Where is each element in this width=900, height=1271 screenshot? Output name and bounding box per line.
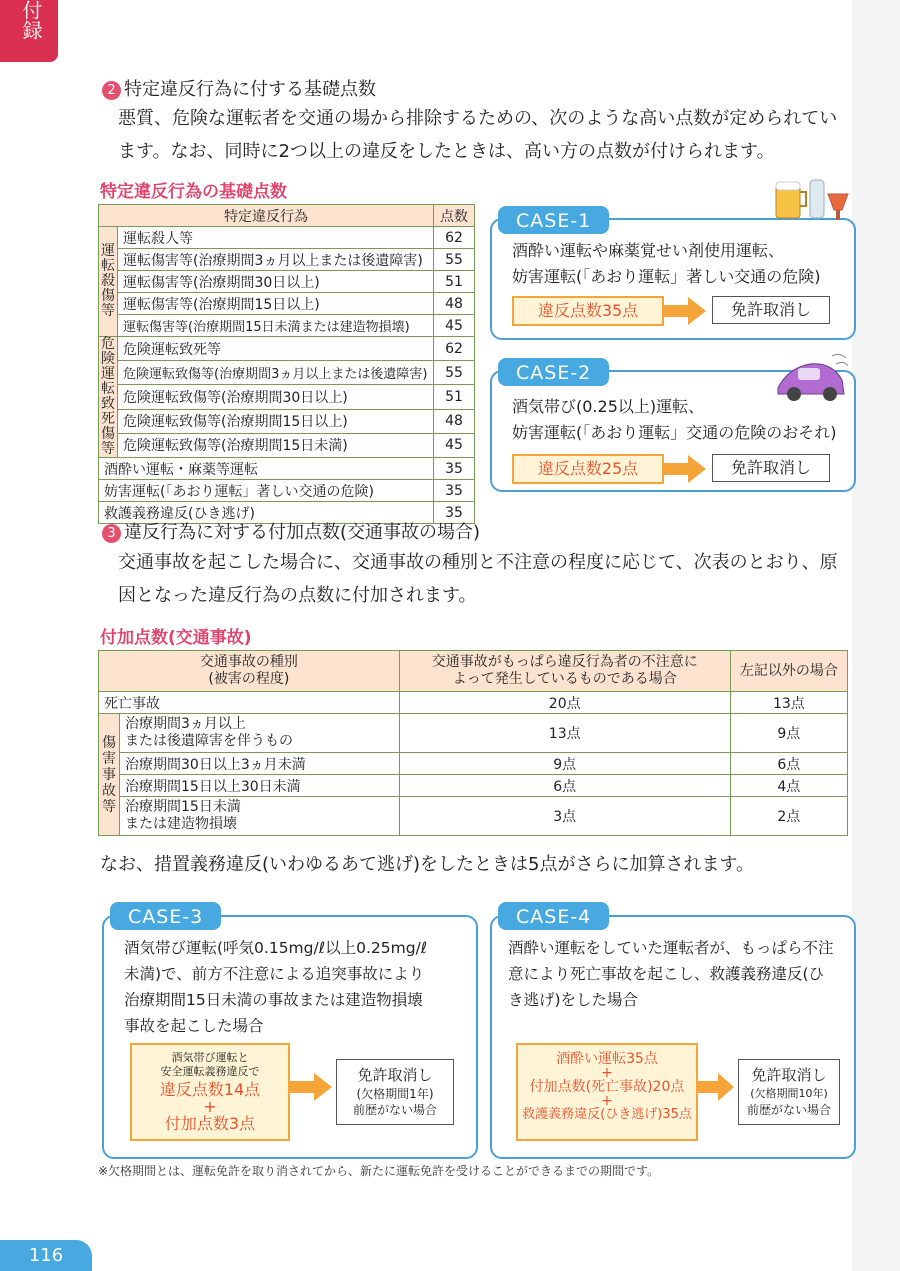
drinks-icon: [772, 172, 854, 224]
footnote: ※欠格期間とは、運転免許を取り消されてから、新たに運転免許を受けることができるまでの期間です。: [98, 1164, 660, 1178]
case-3-result: 免許取消し (欠格期間1年) 前歴がない場合: [336, 1059, 454, 1125]
case-1-result: 免許取消し: [712, 296, 830, 324]
table2-title: 付加点数(交通事故): [100, 628, 252, 648]
right-arrow-icon: [664, 297, 708, 325]
section-2-body: 悪質、危険な運転者を交通の場から排除するための、次のような高い点数が定められてい ます。なお、同時に2つ以上の違反をしたときは、高い方の点数が付けられます。: [118, 108, 838, 162]
group-label-driving: 運転殺傷等: [99, 227, 118, 337]
section-3-body: 交通事故を起こした場合に、交通事故の種別と不注意の程度に応じて、次表のとおり、原 因となった違反行為の点数に付加されます。: [118, 552, 838, 606]
case-2-result: 免許取消し: [712, 454, 830, 482]
case-2-box: 酒気帯び(0.25以上)運転、 妨害運転(「あおり運転」交通の危険のおそれ) 違反点数25点 免許取消し: [490, 370, 856, 492]
appendix-tab: 付録: [0, 0, 58, 62]
right-arrow-icon: [664, 455, 708, 483]
case-1-tag: CASE-1: [498, 206, 609, 234]
additional-points-table: 交通事故の種別 (被害の程度) 交通事故がもっぱら違反行為者の不注意に よって発生しているものである場合 左記以外の場合 死亡事故 20点 13点 傷害事故等 治療期間3ヵ月以上 または後遺障害を伴うもの 13点 9点 治療期間30日以上3ヵ月未満 9点 6点 治療期間15日以上30日未満 6点 4点 治療期間15日未満 または建造物損壊 3点 2点: [98, 650, 848, 836]
page-number: 116: [0, 1240, 92, 1271]
case-1-box: 酒酔い運転や麻薬覚せい剤使用運転、 妨害運転(「あおり運転」著しい交通の危険) 違反点数35点 免許取消し: [490, 218, 856, 340]
case-3-box: 酒気帯び運転(呼気0.15mg/ℓ以上0.25mg/ℓ 未満)で、前方不注意による追突事故により 治療期間15日未満の事故または建造物損壊 事故を起こした場合 酒気帯び運転と 安全運転義務違反で 違反点数14点 + 付加点数3点 免許取消し (欠格期間1年) 前歴がない場合: [102, 915, 478, 1159]
case-4-points: 酒酔い運転35点 + 付加点数(死亡事故)20点 + 救護義務違反(ひき逃げ)35点: [516, 1043, 698, 1141]
case-4-box: 酒酔い運転をしていた運転者が、もっぱら不注 意により死亡事故を起こし、救護義務違反(ひ き逃げ)をした場合 酒酔い運転35点 + 付加点数(死亡事故)20点 + 救護義務違反(ひき逃げ)35点 免許取消し (欠格期間10年) 前歴がない場合: [490, 915, 856, 1159]
basic-points-table: 特定違反行為 点数 運転殺傷等 運転殺人等 62 運転傷害等(治療期間3ヵ月以上または後遺障害) 55 運転傷害等(治療期間30日以上) 51 運転傷害等(治療期間15日以上) 48 運転傷害等(治療期間15日未満または建造物損壊) 45 危険運転致死傷等 危険運転致死等 62 危険運転致傷等(治療期間3ヵ月以上または後遺障害) 55 危険運転致傷等(治療期間30日以上) 51 危険運転致傷等(治療期間15日以上) 48 危険運転致傷等(治療期間15日未満) 45 酒酔い運転・麻薬等運転 35 妨害運転(「あおり運転」著しい交通の危険) 35 救護義務違反(ひき逃げ) 35: [98, 204, 475, 524]
section-number-badge: 2: [102, 81, 121, 100]
section-3-title: 3 違反行為に対する付加点数(交通事故の場合): [102, 518, 480, 544]
right-arrow-icon: [696, 1073, 736, 1101]
case-1-points: 違反点数35点: [512, 296, 664, 326]
case-2-tag: CASE-2: [498, 358, 609, 386]
group-label-injury: 傷害事故等: [99, 714, 120, 836]
group-label-dangerous: 危険運転致死傷等: [99, 337, 118, 458]
right-arrow-icon: [290, 1073, 334, 1101]
page-edge-shadow: [852, 0, 900, 1271]
case-3-points: 酒気帯び運転と 安全運転義務違反で 違反点数14点 + 付加点数3点: [130, 1043, 290, 1141]
section-2-title: 2 特定違反行為に付する基礎点数: [102, 75, 376, 101]
hit-and-run-note: なお、措置義務違反(いわゆるあて逃げ)をしたときは5点がさらに加算されます。: [100, 854, 755, 875]
swerving-car-icon: [772, 348, 852, 406]
case-2-points: 違反点数25点: [512, 454, 664, 484]
case-4-tag: CASE-4: [498, 902, 609, 930]
case-3-tag: CASE-3: [110, 902, 221, 930]
table1-title: 特定違反行為の基礎点数: [100, 182, 287, 202]
section-number-badge: 3: [102, 524, 121, 543]
case-4-result: 免許取消し (欠格期間10年) 前歴がない場合: [738, 1059, 840, 1125]
